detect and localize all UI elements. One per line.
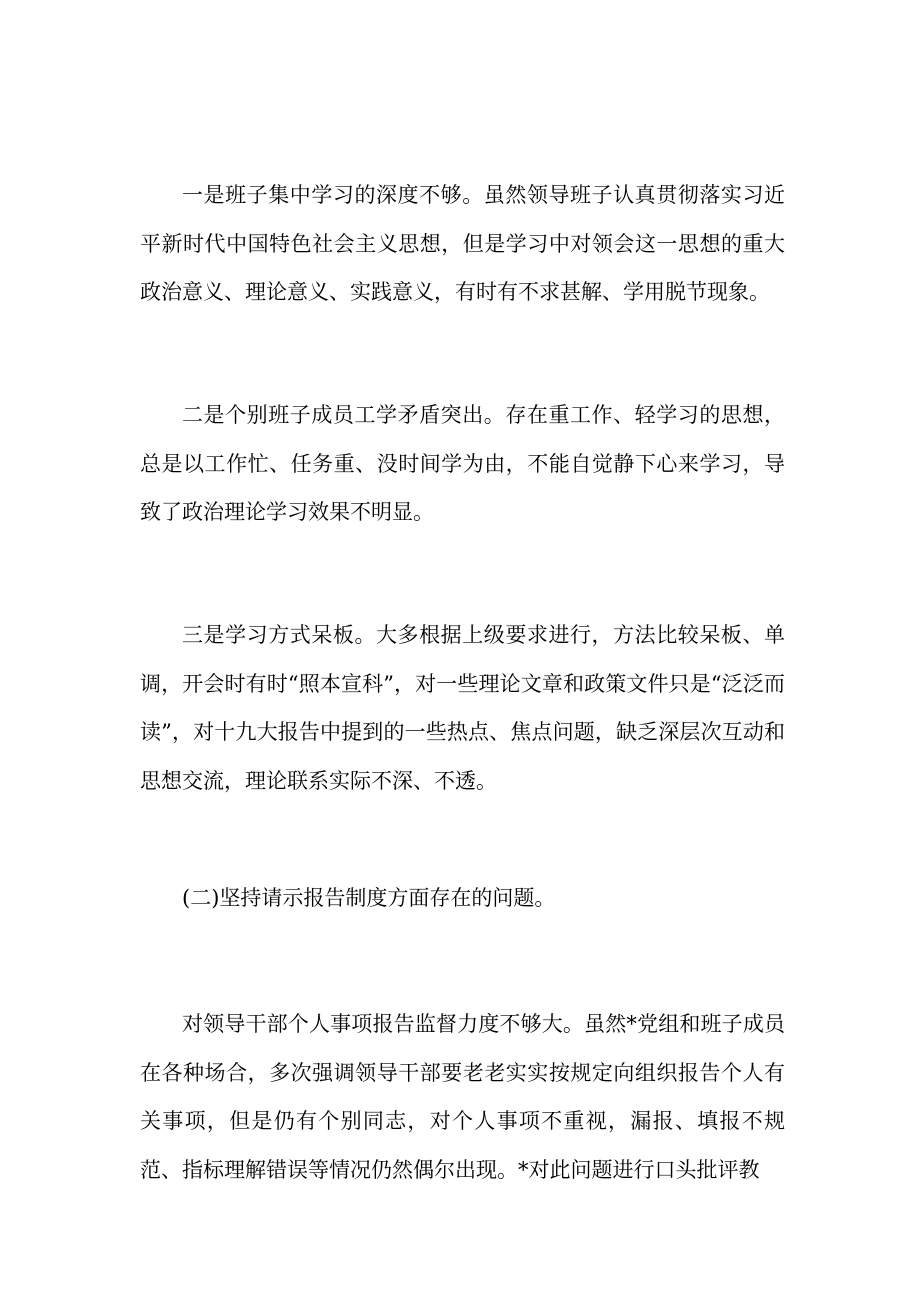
paragraph-work-study-conflict: 二是个别班子成员工学矛盾突出。存在重工作、轻学习的思想，总是以工作忙、任务重、没时间学为由，不能自觉静下心来学习，导致了政治理论学习效果不明显。 xyxy=(140,403,785,524)
paragraph-study-depth: 一是班子集中学习的深度不够。虽然领导班子认真贯彻落实习近平新时代中国特色社会主义思想，但是学习中对领会这一思想的重大政治意义、理论意义、实践意义，有时有不求甚解、学用脱节现象。 xyxy=(140,183,785,304)
section-heading-reporting-system: (二)坚持请示报告制度方面存在的问题。 xyxy=(182,886,556,910)
paragraph-personal-matters-report: 对领导干部个人事项报告监督力度不够大。虽然*党组和班子成员在各种场合，多次强调领导干部要老老实实按规定向组织报告个人有关事项，但是仍有个别同志，对个人事项不重视，漏报、填报不规范、指标理解错误等情况仍然偶尔出现。*对此问题进行口头批评教 xyxy=(140,1012,785,1182)
paragraph-study-method: 三是学习方式呆板。大多根据上级要求进行，方法比较呆板、单调，开会时有时“照本宣科”，对一些理论文章和政策文件只是“泛泛而读”，对十九大报告中提到的一些热点、焦点问题，缺乏深层次互动和思想交流，理论联系实际不深、不透。 xyxy=(140,623,785,793)
